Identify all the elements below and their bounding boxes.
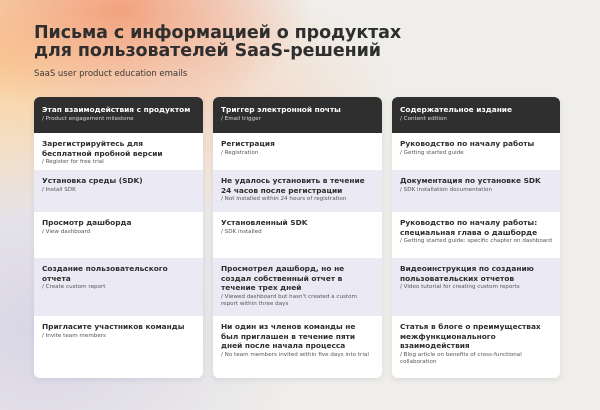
- table-row: [392, 170, 560, 212]
- row-text-en: / SDK installed: [221, 228, 262, 235]
- column-header: [213, 97, 382, 133]
- row-text-ru: Ни один из членов команды не был приглашен в течение пяти дней после начала процесса: [221, 322, 356, 351]
- row-text-en: / Register for free trial: [42, 159, 104, 166]
- table-row: [213, 170, 382, 212]
- row-text-ru: Просмотр дашборда: [42, 218, 132, 227]
- table-row: [213, 133, 382, 170]
- table-row: [392, 316, 560, 378]
- row-text-ru: Регистрация: [221, 139, 275, 148]
- table-row: [213, 316, 382, 378]
- row-text-en: / Getting started guide: specific chapter on dashboard: [400, 238, 552, 245]
- table-row: [213, 258, 382, 316]
- row-text-en: / Install SDK: [42, 186, 76, 193]
- row-text-en: / Blog article on benefits of cross-functional collaboration: [400, 351, 522, 365]
- row-text-en: / View dashboard: [42, 228, 91, 235]
- column-content-edition: [392, 97, 560, 378]
- row-text-en: / No team members invited within five days into trial: [221, 351, 369, 358]
- table-row: [392, 258, 560, 316]
- column-title-en: / Email trigger: [221, 115, 261, 122]
- row-text-en: / Not installed within 24 hours of registration: [221, 196, 347, 203]
- table-row: [213, 212, 382, 258]
- row-text-ru: Руководство по началу работы: [400, 139, 535, 148]
- page-title-line2: для пользователей SaaS-решений: [34, 41, 381, 61]
- column-header: [392, 97, 560, 133]
- row-text-ru: Руководство по началу работы: специальная глава о дашборде: [400, 218, 538, 237]
- column-engagement-milestone: [34, 97, 203, 378]
- row-text-en: / Video tutorial for creating custom reports: [400, 284, 520, 291]
- column-header: [34, 97, 203, 133]
- table-row: [392, 212, 560, 258]
- row-text-ru: Статья в блоге о преимуществах межфункционального взаимодействия: [400, 322, 541, 351]
- column-title: Содержательное издание: [400, 105, 512, 114]
- table-row: [34, 212, 203, 258]
- table-row: [34, 258, 203, 316]
- page-title-line1: Письма с информацией о продуктах: [34, 23, 402, 43]
- page-subtitle: SaaS user product education emails: [34, 69, 188, 79]
- row-text-en: / Viewed dashboard but hasn't created a custom report within three days: [221, 293, 357, 307]
- table-row: [34, 133, 203, 170]
- row-text-en: / Getting started guide: [400, 149, 464, 156]
- page-header: [34, 24, 554, 79]
- row-text-en: / SDK installation documentation: [400, 186, 492, 193]
- row-text-en: / Create custom report: [42, 284, 106, 291]
- row-text-en: / Registration: [221, 149, 259, 156]
- columns-container: [34, 97, 560, 378]
- table-row: [392, 133, 560, 170]
- column-title: Этап взаимодействия с продуктом: [42, 105, 191, 114]
- row-text-ru: Установка среды (SDK): [42, 176, 143, 185]
- row-text-ru: Создание пользовательского отчета: [42, 264, 168, 283]
- column-title-en: / Content edition: [400, 115, 447, 122]
- table-row: [34, 316, 203, 378]
- row-text-ru: Видеоинструкция по созданию пользовательских отчетов: [400, 264, 534, 283]
- row-text-ru: Просмотрел дашборд, но не создал собственный отчет в течение трех дней: [221, 264, 345, 293]
- column-email-trigger: [213, 97, 382, 378]
- row-text-ru: Не удалось установить в течение 24 часов после регистрации: [221, 176, 365, 195]
- table-row: [34, 170, 203, 212]
- row-text-en: / Invite team members: [42, 332, 106, 339]
- row-text-ru: Зарегистрируйтесь для бесплатной пробной версии: [42, 139, 163, 158]
- column-title: Триггер электронной почты: [221, 105, 341, 114]
- column-title-en: / Product engagement milestone: [42, 115, 134, 122]
- row-text-ru: Документация по установке SDK: [400, 176, 541, 185]
- row-text-ru: Пригласите участников команды: [42, 322, 185, 331]
- page-title: [34, 24, 554, 60]
- row-text-ru: Установленный SDK: [221, 218, 308, 227]
